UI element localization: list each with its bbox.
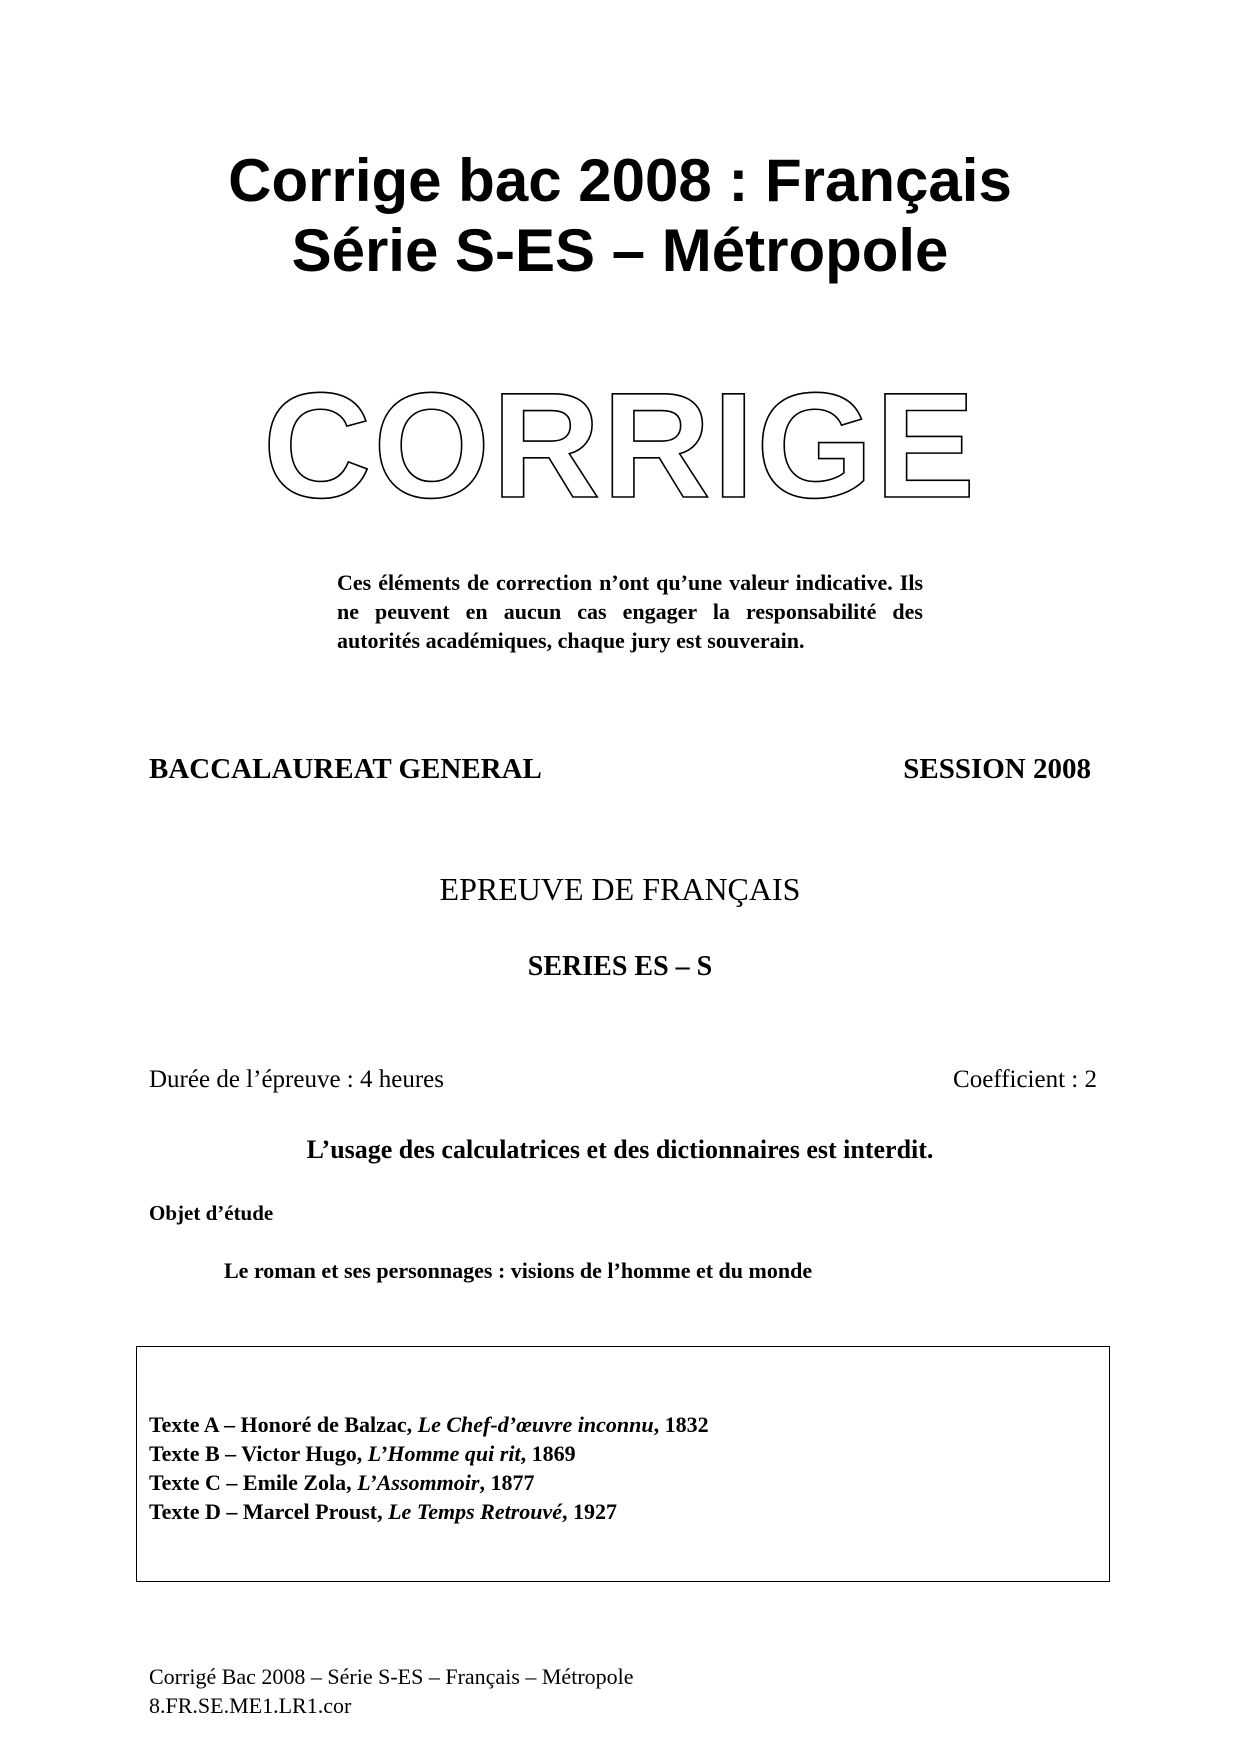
document-title-line1: Corrige bac 2008 : Français — [228, 147, 1012, 214]
series-heading: SERIES ES – S — [527, 951, 713, 982]
corrige-stamp: CORRIGE — [262, 361, 978, 529]
footer-line2: 8.FR.SE.ME1.LR1.cor — [149, 1693, 352, 1718]
usage-rule: L’usage des calculatrices et des dictionnaires est interdit. — [306, 1135, 934, 1164]
exam-name: BACCALAUREAT GENERAL — [149, 753, 542, 785]
text-item-d: Texte D – Marcel Proust, Le Temps Retrouvé, 1927 — [149, 1499, 618, 1524]
exam-session: SESSION 2008 — [903, 753, 1091, 785]
text-item-a: Texte A – Honoré de Balzac, Le Chef-d’œuvre inconnu, 1832 — [149, 1412, 709, 1437]
epreuve-heading: EPREUVE DE FRANÇAIS — [439, 871, 801, 907]
text-item-b: Texte B – Victor Hugo, L’Homme qui rit, 1869 — [149, 1441, 576, 1466]
disclaimer-text: Ces éléments de correction n’ont qu’une valeur indicative. Ils ne peuvent en aucun cas engager la responsabilité des autorités académiques, chaque jury est souverain. — [337, 570, 923, 653]
texts-list — [149, 1410, 709, 1526]
exam-duration: Durée de l’épreuve : 4 heures — [149, 1066, 444, 1093]
exam-coefficient: Coefficient : 2 — [953, 1066, 1097, 1093]
footer-line1: Corrigé Bac 2008 – Série S-ES – Français – Métropole — [149, 1664, 634, 1689]
text-item-c: Texte C – Emile Zola, L’Assommoir, 1877 — [149, 1470, 535, 1495]
page-footer — [149, 1662, 634, 1720]
objet-etude-label: Objet d’étude — [149, 1201, 274, 1225]
document-title-line2: Série S-ES – Métropole — [291, 217, 949, 284]
objet-etude-text: Le roman et ses personnages : visions de l’homme et du monde — [224, 1258, 813, 1283]
texts-box — [136, 1346, 1110, 1582]
